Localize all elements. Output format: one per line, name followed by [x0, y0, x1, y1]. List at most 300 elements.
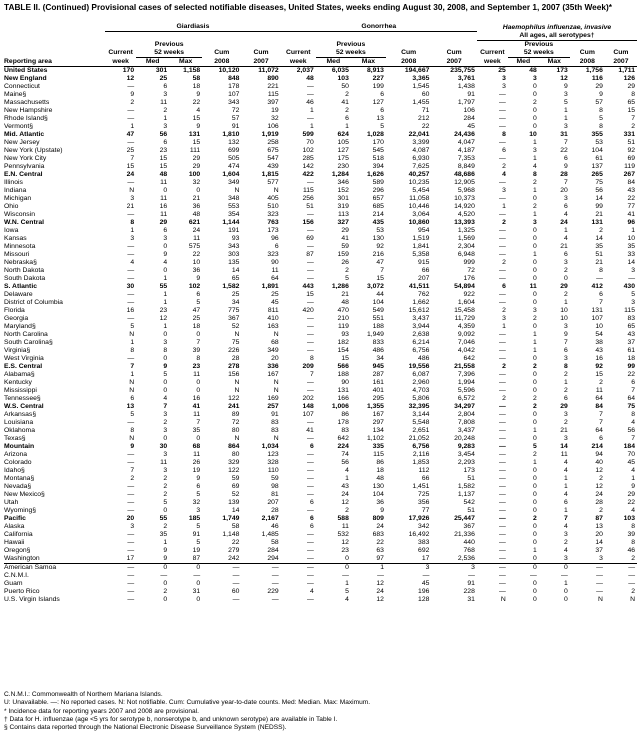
value-cell: 52 [231, 322, 240, 330]
value-cell: 75 [627, 402, 635, 410]
value-cell: 2 [345, 266, 349, 274]
area-cell: Illinois [4, 178, 23, 186]
value-cell: 46 [306, 98, 314, 106]
value-cell: 1 [163, 298, 168, 306]
value-cell: — [232, 571, 240, 579]
value-cell: 922 [463, 290, 475, 298]
value-cell: 327 [337, 218, 349, 226]
value-cell: — [232, 595, 240, 603]
value-cell: 1 [564, 474, 568, 482]
value-cell: 0 [533, 587, 537, 595]
area-cell: Idaho§ [4, 466, 25, 474]
year-2008-label: 2008 [570, 57, 605, 66]
value-cell: 1,519 [412, 234, 430, 242]
value-cell: — [306, 434, 314, 442]
value-cell: 6 [310, 442, 314, 450]
value-cell: 8 [502, 130, 506, 138]
value-cell: — [499, 338, 506, 346]
value-cell: 295 [372, 394, 384, 402]
value-cell: 184 [623, 442, 635, 450]
value-cell: 1,137 [457, 490, 475, 498]
value-cell: 439 [267, 162, 279, 170]
value-cell: 4 [564, 210, 568, 218]
value-cell: 4 [345, 595, 349, 603]
value-cell: 64 [627, 394, 635, 402]
value-cell: 6,930 [412, 154, 430, 162]
table-row [4, 131, 637, 139]
table-row [4, 435, 637, 443]
value-cell: 2 [564, 290, 568, 298]
area-cell: Colorado [4, 458, 32, 466]
value-cell: — [306, 82, 314, 90]
area-cell: Iowa [4, 226, 19, 234]
table-row [4, 491, 637, 499]
area-cell: District of Columbia [4, 298, 63, 306]
week-label: week [105, 57, 136, 66]
value-cell: 130 [372, 482, 384, 490]
value-cell: 7 [196, 418, 201, 426]
value-cell: — [560, 571, 568, 579]
value-cell: 6 [380, 90, 384, 98]
value-cell: 182 [337, 338, 349, 346]
value-cell: 1 [130, 370, 135, 378]
value-cell: 2 [631, 587, 635, 595]
value-cell: 29 [192, 162, 201, 170]
value-cell: — [127, 106, 135, 114]
value-cell: 148 [302, 402, 314, 410]
value-cell: 915 [418, 258, 430, 266]
value-cell: 3 [564, 554, 568, 562]
value-cell: 102 [188, 282, 201, 290]
value-cell: 1,438 [457, 82, 475, 90]
value-cell: 34 [376, 354, 384, 362]
value-cell: 13 [595, 522, 603, 530]
value-cell: — [499, 386, 506, 394]
value-cell: 24 [595, 490, 603, 498]
value-cell: 13,393 [454, 218, 475, 226]
value-cell: 17 [421, 554, 430, 562]
value-cell: 3 [130, 194, 135, 202]
value-cell: 23 [341, 546, 349, 554]
value-cell: 2,804 [457, 410, 475, 418]
value-cell: 11 [160, 178, 168, 186]
value-cell: 5 [564, 98, 568, 106]
value-cell: 21 [192, 194, 201, 202]
value-cell: 8 [163, 346, 168, 354]
value-cell: 48 [341, 298, 349, 306]
value-cell: 8 [130, 426, 135, 434]
value-cell: 12 [159, 314, 168, 322]
value-cell: 6 [564, 346, 568, 354]
value-cell: 87 [595, 514, 603, 522]
value-cell: 0 [533, 506, 537, 514]
value-cell: 30 [126, 282, 135, 290]
value-cell: 227 [372, 74, 384, 82]
value-cell: 47 [192, 306, 201, 314]
value-cell: 36 [192, 202, 201, 210]
value-cell: 22 [231, 538, 240, 546]
value-cell: 132 [228, 138, 240, 146]
value-cell: 34,297 [454, 402, 475, 410]
group-header-gonorrhea: Gonorrhea [281, 23, 477, 32]
value-cell: 1 [533, 426, 537, 434]
value-cell: 2 [533, 178, 537, 186]
value-cell: 56 [159, 130, 168, 138]
value-cell: 6,948 [457, 250, 475, 258]
value-cell: — [605, 563, 637, 572]
value-cell: 86 [341, 410, 349, 418]
table-row [4, 547, 637, 555]
value-cell: 11 [560, 450, 568, 458]
value-cell: 0 [533, 194, 537, 202]
area-cell: Georgia [4, 314, 29, 322]
value-cell: — [306, 298, 314, 306]
value-cell: 0 [163, 354, 168, 362]
value-cell: 256 [302, 194, 314, 202]
table-row [4, 307, 637, 315]
table-row [4, 283, 637, 291]
area-cell: Maine§ [4, 90, 27, 98]
value-cell: 32 [192, 178, 201, 186]
value-cell: 93 [341, 330, 349, 338]
value-cell: 29 [627, 82, 635, 90]
value-cell: 74 [341, 450, 349, 458]
value-cell: 1 [631, 474, 635, 482]
value-cell: 6 [274, 242, 279, 250]
current-label: Current [108, 49, 133, 56]
value-cell: — [127, 82, 135, 90]
value-cell: 26 [192, 458, 201, 466]
value-cell: — [306, 274, 314, 282]
value-cell: 194,667 [404, 66, 430, 74]
value-cell: 3 [163, 234, 168, 242]
value-cell: — [499, 442, 506, 450]
value-cell: 349 [267, 346, 279, 354]
value-cell: 2 [599, 474, 603, 482]
value-cell: 156 [302, 218, 314, 226]
value-cell: 25 [271, 290, 279, 298]
value-cell: — [499, 194, 506, 202]
value-cell: 30 [159, 442, 168, 450]
value-cell: 675 [267, 146, 279, 154]
value-cell: — [271, 595, 279, 603]
value-cell: 7 [310, 370, 314, 378]
value-cell: 40 [595, 458, 603, 466]
value-cell: 0 [533, 114, 537, 122]
value-cell: 1 [163, 114, 168, 122]
value-cell: 11 [193, 234, 201, 242]
table-row [4, 531, 637, 539]
value-cell: 56 [627, 426, 635, 434]
value-cell: — [127, 314, 135, 322]
table-row [4, 323, 637, 331]
value-cell: 15 [341, 354, 349, 362]
area-cell: Ohio [4, 202, 19, 210]
value-cell: 3 [533, 306, 537, 314]
value-cell: 61 [595, 154, 603, 162]
value-cell: 6 [163, 82, 168, 90]
value-cell: 202 [302, 394, 314, 402]
value-cell: 24 [192, 226, 201, 234]
value-cell: 5 [631, 290, 635, 298]
value-cell: 21 [560, 242, 568, 250]
table-row [4, 83, 637, 91]
area-cell: Pennsylvania [4, 162, 45, 170]
table-row [4, 563, 637, 572]
value-cell: — [306, 450, 314, 458]
table-row [4, 467, 637, 475]
value-cell: 0 [564, 595, 568, 603]
value-cell: 2 [533, 394, 537, 402]
table-title: TABLE II. (Continued) Provisional cases of selected notifiable diseases, United States, weeks ending August 30, 2008, and September 1, 2007 (35th Week)* [4, 2, 613, 12]
value-cell: 1,325 [457, 226, 475, 234]
value-cell: 0 [533, 106, 537, 114]
value-cell: 58 [192, 74, 201, 82]
value-cell: 1 [533, 138, 537, 146]
area-cell: Guam [4, 579, 23, 587]
value-cell: 394 [372, 162, 384, 170]
value-cell: 2 [345, 106, 349, 114]
value-cell: 1,158 [183, 66, 201, 74]
value-cell: 12 [560, 74, 568, 82]
value-cell: 9,283 [457, 442, 475, 450]
value-cell: 1 [533, 330, 537, 338]
value-cell: 119 [338, 322, 349, 330]
value-cell: 80 [231, 426, 240, 434]
value-cell: 18 [192, 82, 201, 90]
value-cell: 216 [372, 250, 384, 258]
table-row [4, 66, 637, 75]
value-cell: 84 [595, 402, 603, 410]
value-cell: 65 [627, 322, 635, 330]
value-cell: 0 [533, 474, 537, 482]
value-cell: 77 [421, 506, 430, 514]
value-cell: 3 [599, 554, 603, 562]
value-cell: 6 [564, 394, 568, 402]
value-cell: 0 [533, 386, 537, 394]
value-cell: 1,569 [457, 234, 475, 242]
value-cell: 3 [163, 426, 168, 434]
cum-label: Cum [401, 49, 417, 56]
value-cell: 11 [193, 450, 201, 458]
value-cell: 2 [502, 394, 506, 402]
value-cell: 566 [337, 362, 349, 370]
value-cell: 235,755 [450, 66, 475, 74]
value-cell: 52 [231, 490, 240, 498]
table-row [4, 75, 637, 83]
value-cell: 0 [533, 226, 537, 234]
value-cell: 2 [345, 90, 349, 98]
area-cell: Puerto Rico [4, 587, 40, 595]
value-cell: 3 [631, 298, 635, 306]
value-cell: 167 [267, 370, 279, 378]
value-cell: — [306, 538, 314, 546]
value-cell: 7 [599, 410, 603, 418]
value-cell: 7 [380, 266, 384, 274]
value-cell: 7 [599, 418, 603, 426]
table-row [4, 203, 637, 211]
value-cell: — [499, 346, 506, 354]
value-cell: 115 [267, 90, 279, 98]
table-body [4, 66, 637, 604]
value-cell: 25 [126, 146, 135, 154]
value-cell: 1,355 [366, 402, 384, 410]
value-cell: 4,520 [457, 210, 475, 218]
value-cell: 8 [533, 170, 537, 178]
value-cell: 66 [421, 474, 430, 482]
value-cell: 296 [372, 186, 384, 194]
value-cell: 301 [155, 66, 168, 74]
value-cell: 9 [564, 162, 568, 170]
value-cell: 1 [502, 202, 506, 210]
value-cell: N [129, 434, 135, 442]
value-cell: — [499, 546, 506, 554]
value-cell: 38 [595, 338, 603, 346]
value-cell: 2 [564, 418, 568, 426]
value-cell: 354 [228, 210, 240, 218]
value-cell: 48 [306, 74, 314, 82]
value-cell: 692 [418, 546, 430, 554]
value-cell: 0 [533, 482, 537, 490]
value-cell: 12 [341, 538, 349, 546]
value-cell: — [499, 474, 506, 482]
value-cell: 3,454 [457, 450, 475, 458]
value-cell: 8 [631, 522, 635, 530]
value-cell: 7 [196, 338, 201, 346]
value-cell: 4 [631, 466, 635, 474]
value-cell: — [127, 498, 135, 506]
table-row [4, 195, 637, 203]
value-cell: 0 [533, 434, 537, 442]
value-cell: 6 [196, 290, 201, 298]
value-cell: 346 [337, 178, 349, 186]
value-cell: 2 [564, 386, 568, 394]
value-cell: 4 [564, 234, 568, 242]
value-cell: — [306, 266, 314, 274]
value-cell: 3 [533, 74, 537, 82]
value-cell: 6,756 [412, 442, 430, 450]
value-cell: 9 [380, 506, 384, 514]
area-cell: Missouri [4, 250, 30, 258]
value-cell: 37 [627, 338, 635, 346]
value-cell: 185 [188, 514, 201, 522]
value-cell: — [468, 571, 475, 579]
area-cell: E.S. Central [4, 362, 43, 370]
value-cell: 66 [421, 266, 430, 274]
value-cell: 1 [163, 290, 168, 298]
value-cell: 94 [595, 450, 603, 458]
value-cell: — [422, 571, 430, 579]
value-cell: 1 [533, 458, 537, 466]
value-cell: 301 [337, 194, 349, 202]
value-cell: 48 [376, 474, 384, 482]
value-cell: 47 [376, 258, 384, 266]
value-cell: 0 [533, 378, 537, 386]
value-cell: 8 [310, 354, 314, 362]
value-cell: — [127, 482, 135, 490]
value-cell: — [127, 546, 135, 554]
value-cell: 24 [126, 170, 135, 178]
year-2008-label: 2008 [386, 57, 431, 66]
value-cell: 4 [564, 458, 568, 466]
value-cell: 131 [591, 218, 603, 226]
value-cell: 0 [163, 434, 168, 442]
table-row [4, 123, 637, 131]
table-row [4, 403, 637, 411]
value-cell: 45 [421, 579, 430, 587]
value-cell: 53 [376, 226, 384, 234]
value-cell: — [127, 530, 135, 538]
value-cell: — [596, 274, 603, 282]
value-cell: 1 [345, 474, 349, 482]
value-cell: 6 [345, 114, 349, 122]
value-cell: 131 [591, 306, 603, 314]
value-cell: 10 [560, 314, 568, 322]
value-cell: 3 [386, 563, 431, 572]
table-row [4, 171, 637, 179]
table-row [4, 227, 637, 235]
value-cell: — [499, 571, 506, 579]
value-cell: — [306, 314, 314, 322]
value-cell: 6 [502, 146, 506, 154]
week-label: week [477, 57, 508, 66]
value-cell: 1 [533, 546, 537, 554]
value-cell: 430 [623, 282, 635, 290]
value-cell: 4 [345, 466, 349, 474]
value-cell: 9 [564, 330, 568, 338]
value-cell: 196 [418, 587, 430, 595]
value-cell: 2 [130, 98, 135, 106]
value-cell: 126 [623, 74, 635, 82]
value-cell: 699 [228, 146, 240, 154]
footnote: † Data for H. influenzae (age <5 yrs for serotype b, nonserotype b, and unknown serotype) are available in Table I. [4, 715, 338, 723]
table-row [4, 299, 637, 307]
value-cell: 9 [130, 90, 135, 98]
value-cell: 510 [267, 202, 279, 210]
value-cell: 72 [231, 106, 240, 114]
area-cell: Louisiana [4, 418, 34, 426]
value-cell: 25 [159, 74, 168, 82]
value-cell: 1,582 [222, 282, 240, 290]
value-cell: 505 [228, 154, 240, 162]
footnote: U: Unavailable. —: No reported cases. N: Not notifiable. Cum: Cumulative year-to-date counts. Med: Median. Max: Maximum. [4, 699, 371, 707]
table-row [4, 539, 637, 547]
value-cell: — [127, 354, 135, 362]
value-cell: 4,087 [412, 146, 430, 154]
value-cell: 0 [533, 258, 537, 266]
table-row [4, 427, 637, 435]
value-cell: — [271, 571, 279, 579]
value-cell: 130 [372, 234, 384, 242]
cum-label: Cum [446, 49, 462, 56]
value-cell: 25 [192, 314, 201, 322]
value-cell: 6,087 [412, 370, 430, 378]
value-cell: 5 [163, 498, 168, 506]
value-cell: 96 [271, 234, 279, 242]
value-cell: 331 [623, 130, 635, 138]
value-cell: 0 [533, 595, 537, 603]
table-row [4, 147, 637, 155]
value-cell: 16 [192, 394, 201, 402]
value-cell: 342 [418, 522, 430, 530]
value-cell: 549 [372, 306, 384, 314]
value-cell: — [241, 563, 280, 572]
max-label: Max [539, 57, 570, 66]
value-cell: 71 [421, 106, 430, 114]
value-cell: 3,365 [412, 74, 430, 82]
value-cell: 188 [337, 370, 349, 378]
value-cell: 64 [595, 394, 603, 402]
